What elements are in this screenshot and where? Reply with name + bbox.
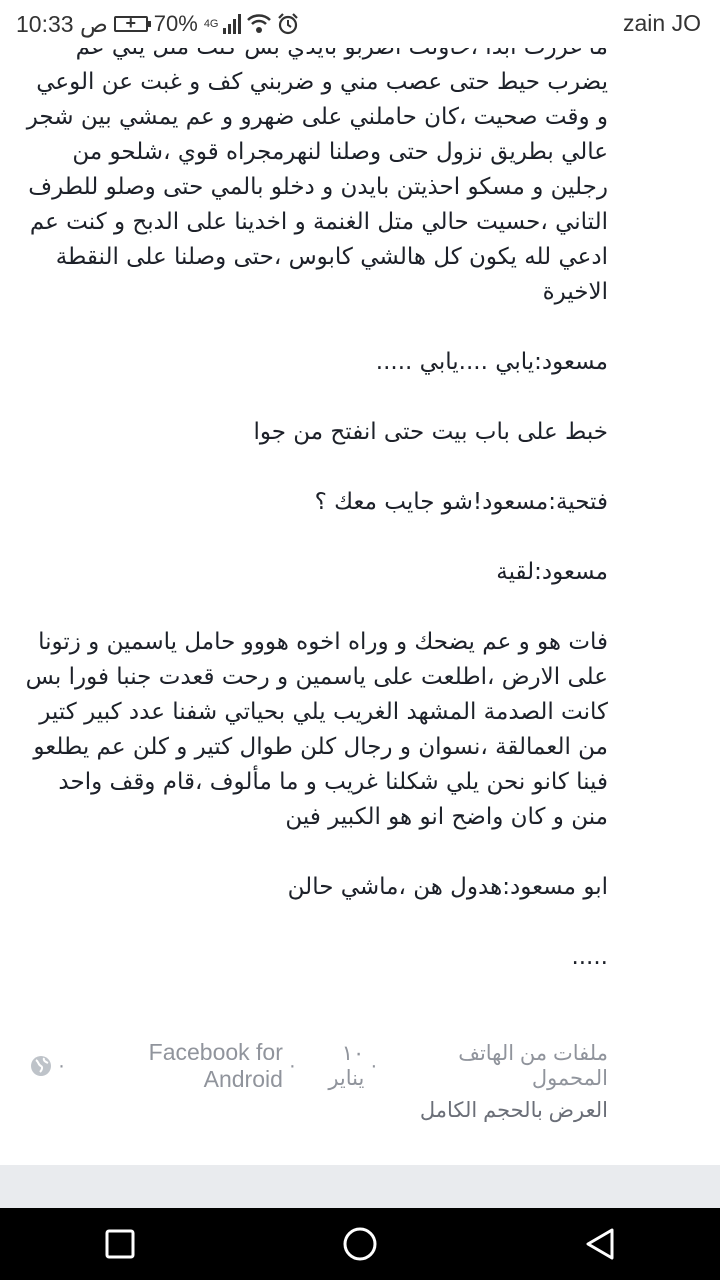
battery-icon: + xyxy=(114,16,148,32)
post-paragraph: مسعود:يابي ....يابي ..... xyxy=(375,349,608,375)
view-full-size-link[interactable]: العرض بالحجم الكامل xyxy=(419,1099,608,1122)
post-meta xyxy=(30,1039,608,1092)
post-paragraph: يضرب حيط حتى عصب مني و ضربني كف و غبت عن الوعي و وقت صحيت ،كان حاملني على ضهرو و عم يمشي بين شجر عالي بطريق نزول حتى وصلنا لنهرمجراه قوي ،شلحو من رجلين و مسكو احذيتن بايدن و دخلو بالمي حتى وصلو للطرف التاني ،حسيت حالي متل الغنمة و اخدينا على الدبح و كنت عم ادعي لله يكون كل هالشي كابوس ،حتى وصلنا على النقطة الاخيرة xyxy=(26,69,608,305)
post-body xyxy=(20,30,608,1010)
home-icon[interactable] xyxy=(325,1214,395,1274)
network-type: 4G xyxy=(203,18,219,30)
section-divider xyxy=(0,1165,720,1208)
signal-icon xyxy=(223,14,241,34)
carrier-name: zain JO xyxy=(623,10,701,36)
status-icons xyxy=(16,9,299,39)
status-bar xyxy=(0,0,720,48)
battery-percent: 70% xyxy=(153,11,198,36)
post-date[interactable]: ١٠ يناير xyxy=(328,1042,365,1090)
wifi-icon xyxy=(247,14,271,34)
post-paragraph: مسعود:لقية xyxy=(496,559,608,585)
post-paragraph: فات هو و عم يضحك و وراه اخوه هووو حامل ياسمين و زتونا على الارض ،اطلعت على ياسمين و رحت قعدت جنبا فورا بس كانت الصدمة المشهد الغريب يلي بحياتي شفنا عدد كبير كتير من العمالقة ،نسوان و رجال كلن طوال كتير و كلن عم يطلعو فينا كانو نحن يلي شكلنا غريب و ما مألوف ،قام وقف واحد منن و كان واضح انو هو الكبير فين xyxy=(18,629,608,830)
navigation-bar xyxy=(0,1208,720,1280)
globe-icon xyxy=(30,1055,52,1077)
back-icon[interactable] xyxy=(565,1214,635,1274)
post-paragraph: خبط على باب بيت حتى انفتح من جوا xyxy=(253,419,608,445)
post-paragraph: ابو مسعود:هدول هن ،ماشي حالن xyxy=(287,874,608,900)
album-link[interactable]: ملفات من الهاتف المحمول xyxy=(458,1042,608,1090)
source-app: Facebook for Android xyxy=(148,1039,283,1092)
separator: · xyxy=(57,1054,65,1077)
recents-icon[interactable] xyxy=(85,1214,155,1274)
post-paragraph: ..... xyxy=(571,944,608,970)
clock: 10:33 ص xyxy=(16,10,108,37)
separator: · xyxy=(370,1054,378,1077)
post-footer xyxy=(30,1039,608,1123)
alarm-icon xyxy=(277,13,299,35)
post-paragraph: فتحية:مسعود!شو جايب معك ؟ xyxy=(314,489,608,515)
separator: · xyxy=(288,1054,296,1077)
